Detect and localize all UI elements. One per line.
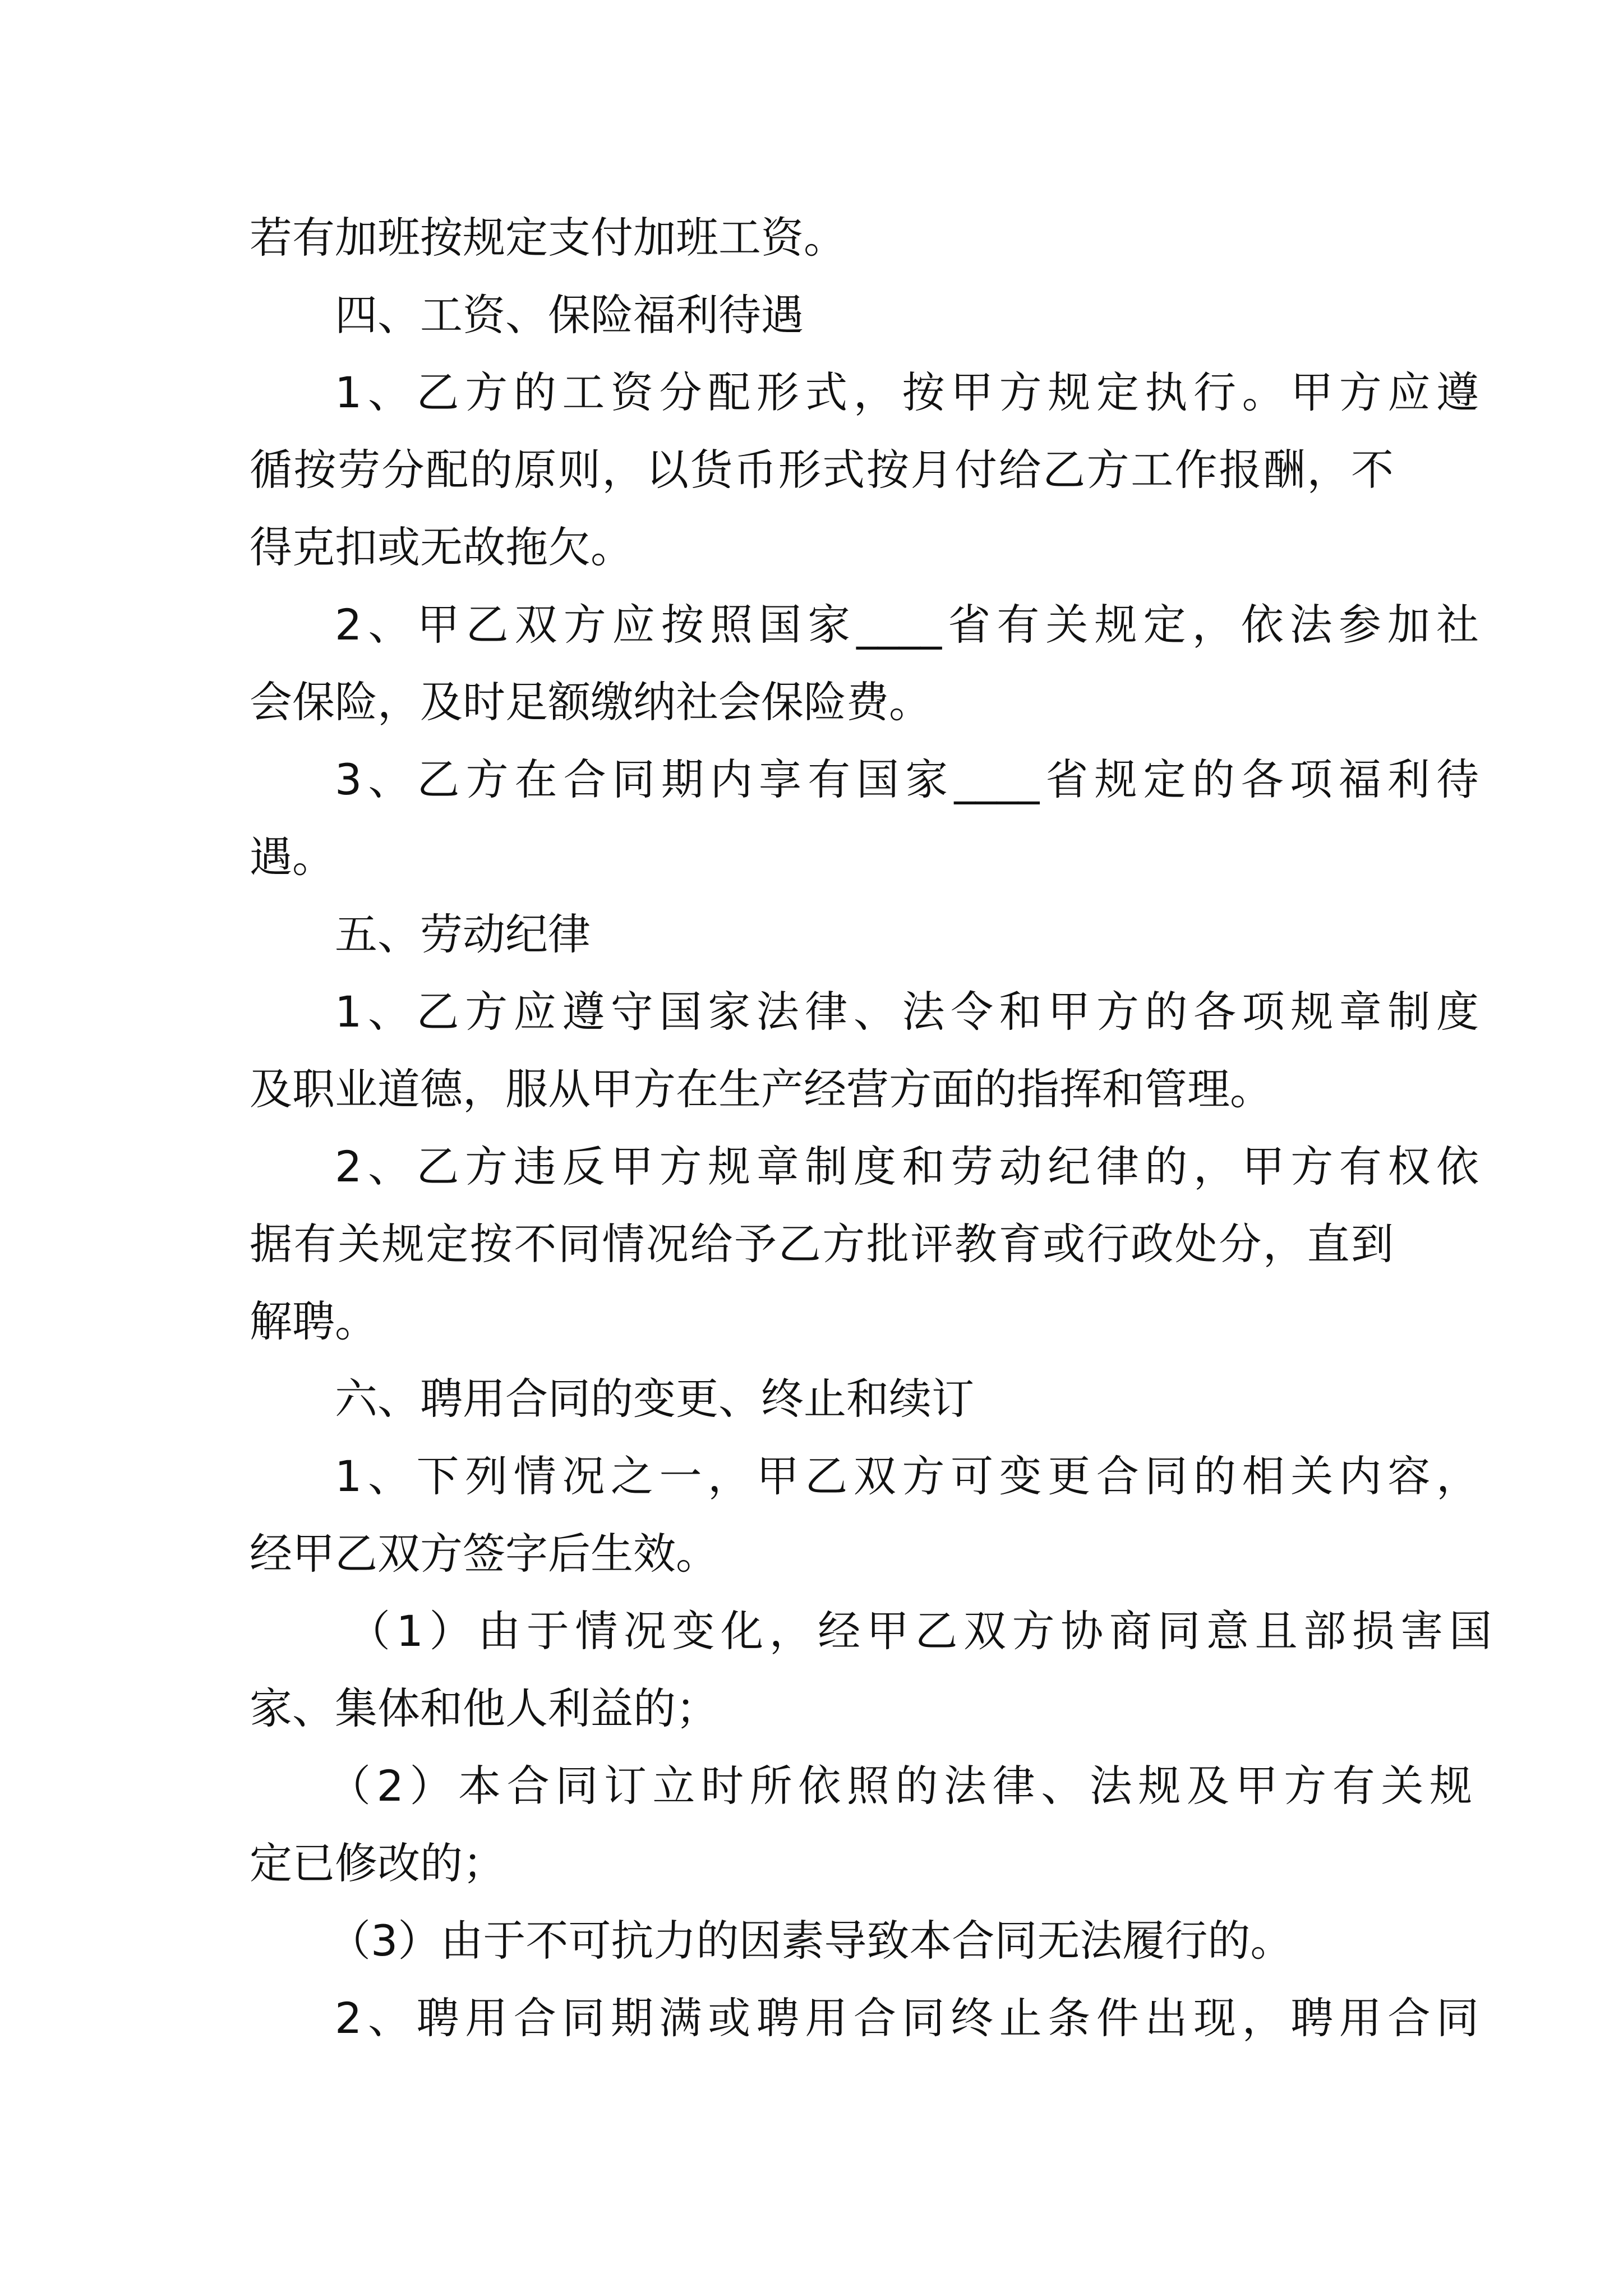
text-line: 循按劳分配的原则，以货币形式按月付给乙方工作报酬，不	[250, 445, 1394, 495]
text-line: 2、聘用合同期满或聘用合同终止条件出现，聘用合同	[335, 1993, 1479, 2043]
text-line: 2、甲乙双方应按照国家____省有关规定，依法参加社	[335, 600, 1479, 650]
text-line: 若有加班按规定支付加班工资。	[250, 213, 846, 263]
text-line: 1、乙方应遵守国家法律、法令和甲方的各项规章制度	[335, 987, 1479, 1037]
text-line: 定已修改的；	[250, 1838, 505, 1888]
text-line: 解聘。	[250, 1296, 377, 1346]
text-line: 1、下列情况之一，甲乙双方可变更合同的相关内容，	[335, 1451, 1479, 1501]
text-line: 2、乙方违反甲方规章制度和劳动纪律的，甲方有权依	[335, 1142, 1479, 1191]
text-line: （1）由于情况变化，经甲乙双方协商同意且部损害国	[348, 1606, 1492, 1656]
text-line: 遇。	[250, 832, 335, 882]
text-line: 1、乙方的工资分配形式，按甲方规定执行。甲方应遵	[335, 367, 1479, 417]
text-line: 据有关规定按不同情况给予乙方批评教育或行政处分，直到	[250, 1219, 1394, 1269]
text-line: 及职业道德，服从甲方在生产经营方面的指挥和管理。	[250, 1064, 1272, 1114]
text-line: 会保险，及时足额缴纳社会保险费。	[250, 677, 932, 727]
text-line: 家、集体和他人利益的；	[250, 1683, 718, 1733]
text-line: 3、乙方在合同期内享有国家____省规定的各项福利待	[335, 754, 1479, 804]
section-heading: 四、工资、保险福利待遇	[335, 290, 804, 340]
text-line: 得克扣或无故拖欠。	[250, 522, 633, 572]
section-heading: 六、聘用合同的变更、终止和续订	[335, 1374, 974, 1424]
text-line: （2）本合同订立时所依照的法律、法规及甲方有关规	[328, 1761, 1472, 1811]
text-line: （3）由于不可抗力的因素导致本合同无法履行的。	[328, 1916, 1293, 1966]
section-heading: 五、劳动纪律	[335, 909, 591, 959]
text-line: 经甲乙双方签字后生效。	[250, 1529, 718, 1579]
